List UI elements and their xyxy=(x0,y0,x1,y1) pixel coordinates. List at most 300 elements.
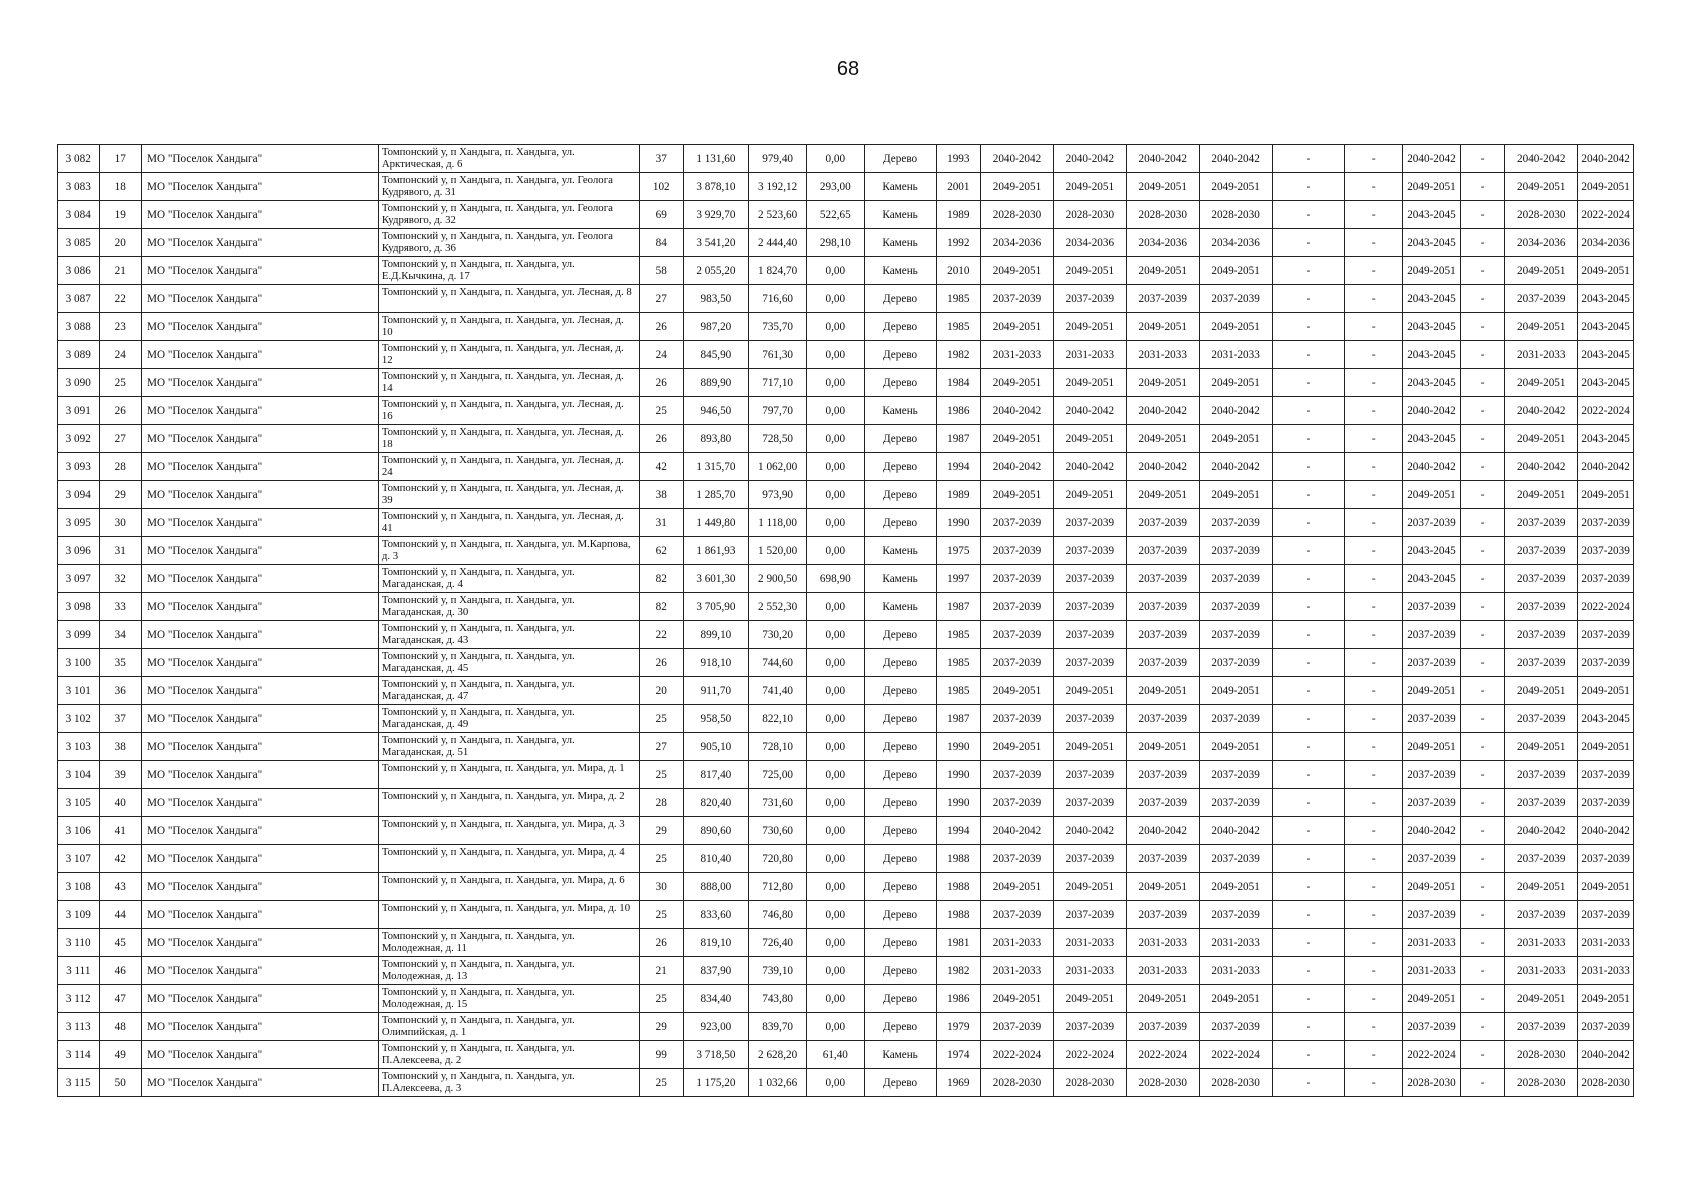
cell-period-facade: 2037-2039 xyxy=(1053,845,1126,873)
cell-living-area: 761,30 xyxy=(749,341,807,369)
cell-address: Томпонский у, п Хандыга, п. Хандыга, ул. Магаданская, д. 45 xyxy=(378,649,639,677)
cell-period-facade: 2037-2039 xyxy=(1053,789,1126,817)
cell-period-elevator: - xyxy=(1460,173,1505,201)
cell-period-gas: 2049-2051 xyxy=(1403,481,1461,509)
cell-period-facade: 2040-2042 xyxy=(1053,453,1126,481)
cell-period-gas: 2037-2039 xyxy=(1403,593,1461,621)
cell-nonres-area: 0,00 xyxy=(806,425,864,453)
cell-living-area: 746,80 xyxy=(749,901,807,929)
cell-municipality: МО "Поселок Хандыга" xyxy=(142,453,379,481)
table-row xyxy=(58,173,1634,201)
cell-period-heating: 2049-2051 xyxy=(1199,677,1272,705)
cell-period-water: - xyxy=(1345,453,1403,481)
cell-address: Томпонский у, п Хандыга, п. Хандыга, ул. Молодежная, д. 11 xyxy=(378,929,639,957)
cell-period-elevator: - xyxy=(1460,621,1505,649)
cell-residents: 29 xyxy=(639,817,683,845)
cell-period-sewage: 2031-2033 xyxy=(1505,957,1578,985)
cell-wall-material: Камень xyxy=(864,593,936,621)
cell-total-area: 905,10 xyxy=(683,733,749,761)
cell-total-area: 3 541,20 xyxy=(683,229,749,257)
cell-period-electric: - xyxy=(1272,649,1345,677)
cell-period-water: - xyxy=(1345,733,1403,761)
cell-reg-no: 3 108 xyxy=(58,873,100,901)
cell-period-foundation: 2040-2042 xyxy=(1126,145,1199,173)
cell-address: Томпонский у, п Хандыга, п. Хандыга, ул. Мира, д. 10 xyxy=(378,901,639,929)
cell-period-foundation: 2037-2039 xyxy=(1126,705,1199,733)
cell-period-elevator: - xyxy=(1460,481,1505,509)
cell-period-roof: 2040-2042 xyxy=(981,145,1054,173)
cell-period-gas: 2040-2042 xyxy=(1403,145,1461,173)
cell-period-elevator: - xyxy=(1460,285,1505,313)
cell-period-foundation: 2031-2033 xyxy=(1126,929,1199,957)
cell-period-other: 2049-2051 xyxy=(1578,985,1634,1013)
cell-living-area: 725,00 xyxy=(749,761,807,789)
cell-wall-material: Дерево xyxy=(864,621,936,649)
cell-period-sewage: 2049-2051 xyxy=(1505,369,1578,397)
cell-address: Томпонский у, п Хандыга, п. Хандыга, ул. П.Алексеева, д. 2 xyxy=(378,1041,639,1069)
cell-period-foundation: 2049-2051 xyxy=(1126,677,1199,705)
cell-period-electric: - xyxy=(1272,229,1345,257)
cell-period-heating: 2049-2051 xyxy=(1199,425,1272,453)
cell-period-other: 2031-2033 xyxy=(1578,957,1634,985)
cell-period-facade: 2031-2033 xyxy=(1053,957,1126,985)
table-row xyxy=(58,145,1634,173)
cell-period-electric: - xyxy=(1272,761,1345,789)
cell-built-year: 1997 xyxy=(936,565,981,593)
cell-municipality: МО "Поселок Хандыга" xyxy=(142,313,379,341)
cell-period-foundation: 2040-2042 xyxy=(1126,453,1199,481)
cell-period-sewage: 2028-2030 xyxy=(1505,1041,1578,1069)
cell-period-elevator: - xyxy=(1460,1013,1505,1041)
cell-living-area: 728,50 xyxy=(749,425,807,453)
cell-period-other: 2043-2045 xyxy=(1578,285,1634,313)
cell-living-area: 979,40 xyxy=(749,145,807,173)
cell-period-water: - xyxy=(1345,509,1403,537)
cell-period-gas: 2049-2051 xyxy=(1403,257,1461,285)
cell-period-water: - xyxy=(1345,285,1403,313)
cell-period-electric: - xyxy=(1272,397,1345,425)
cell-municipality: МО "Поселок Хандыга" xyxy=(142,509,379,537)
cell-residents: 25 xyxy=(639,1069,683,1097)
cell-period-gas: 2037-2039 xyxy=(1403,789,1461,817)
cell-residents: 27 xyxy=(639,285,683,313)
cell-period-water: - xyxy=(1345,985,1403,1013)
cell-total-area: 889,90 xyxy=(683,369,749,397)
cell-period-elevator: - xyxy=(1460,565,1505,593)
cell-period-foundation: 2037-2039 xyxy=(1126,565,1199,593)
cell-period-electric: - xyxy=(1272,341,1345,369)
cell-total-area: 3 929,70 xyxy=(683,201,749,229)
cell-period-electric: - xyxy=(1272,789,1345,817)
cell-reg-no: 3 090 xyxy=(58,369,100,397)
cell-wall-material: Дерево xyxy=(864,789,936,817)
table-row xyxy=(58,257,1634,285)
cell-period-heating: 2049-2051 xyxy=(1199,733,1272,761)
cell-period-roof: 2037-2039 xyxy=(981,845,1054,873)
cell-period-sewage: 2037-2039 xyxy=(1505,789,1578,817)
cell-address: Томпонский у, п Хандыга, п. Хандыга, ул. Геолога Кудрявого, д. 36 xyxy=(378,229,639,257)
cell-period-sewage: 2040-2042 xyxy=(1505,817,1578,845)
cell-period-electric: - xyxy=(1272,201,1345,229)
cell-wall-material: Дерево xyxy=(864,817,936,845)
cell-period-electric: - xyxy=(1272,453,1345,481)
cell-built-year: 1981 xyxy=(936,929,981,957)
cell-wall-material: Дерево xyxy=(864,341,936,369)
cell-total-area: 810,40 xyxy=(683,845,749,873)
cell-period-facade: 2049-2051 xyxy=(1053,733,1126,761)
cell-period-other: 2043-2045 xyxy=(1578,341,1634,369)
cell-wall-material: Камень xyxy=(864,173,936,201)
cell-period-facade: 2049-2051 xyxy=(1053,873,1126,901)
cell-wall-material: Дерево xyxy=(864,313,936,341)
cell-period-facade: 2049-2051 xyxy=(1053,985,1126,1013)
cell-reg-no: 3 100 xyxy=(58,649,100,677)
cell-municipality: МО "Поселок Хандыга" xyxy=(142,705,379,733)
cell-living-area: 2 552,30 xyxy=(749,593,807,621)
cell-period-elevator: - xyxy=(1460,593,1505,621)
cell-nonres-area: 293,00 xyxy=(806,173,864,201)
cell-period-water: - xyxy=(1345,481,1403,509)
cell-living-area: 712,80 xyxy=(749,873,807,901)
cell-nonres-area: 0,00 xyxy=(806,509,864,537)
cell-nonres-area: 522,65 xyxy=(806,201,864,229)
cell-period-elevator: - xyxy=(1460,733,1505,761)
cell-living-area: 1 118,00 xyxy=(749,509,807,537)
cell-row-no: 30 xyxy=(99,509,142,537)
cell-period-water: - xyxy=(1345,677,1403,705)
cell-row-no: 50 xyxy=(99,1069,142,1097)
cell-period-water: - xyxy=(1345,341,1403,369)
cell-period-electric: - xyxy=(1272,957,1345,985)
cell-period-sewage: 2049-2051 xyxy=(1505,313,1578,341)
table-row xyxy=(58,873,1634,901)
cell-period-electric: - xyxy=(1272,369,1345,397)
cell-built-year: 1985 xyxy=(936,313,981,341)
cell-reg-no: 3 115 xyxy=(58,1069,100,1097)
cell-period-electric: - xyxy=(1272,565,1345,593)
cell-total-area: 958,50 xyxy=(683,705,749,733)
cell-reg-no: 3 093 xyxy=(58,453,100,481)
cell-period-water: - xyxy=(1345,313,1403,341)
cell-period-other: 2037-2039 xyxy=(1578,761,1634,789)
cell-living-area: 3 192,12 xyxy=(749,173,807,201)
cell-wall-material: Камень xyxy=(864,397,936,425)
cell-period-gas: 2043-2045 xyxy=(1403,369,1461,397)
cell-period-other: 2043-2045 xyxy=(1578,425,1634,453)
cell-residents: 82 xyxy=(639,593,683,621)
cell-built-year: 1974 xyxy=(936,1041,981,1069)
cell-period-elevator: - xyxy=(1460,817,1505,845)
cell-period-water: - xyxy=(1345,789,1403,817)
cell-period-roof: 2037-2039 xyxy=(981,705,1054,733)
cell-period-roof: 2049-2051 xyxy=(981,257,1054,285)
cell-period-foundation: 2049-2051 xyxy=(1126,313,1199,341)
cell-period-electric: - xyxy=(1272,145,1345,173)
cell-nonres-area: 0,00 xyxy=(806,873,864,901)
cell-period-foundation: 2031-2033 xyxy=(1126,341,1199,369)
cell-reg-no: 3 087 xyxy=(58,285,100,313)
cell-total-area: 820,40 xyxy=(683,789,749,817)
cell-built-year: 1988 xyxy=(936,845,981,873)
cell-municipality: МО "Поселок Хандыга" xyxy=(142,145,379,173)
cell-wall-material: Камень xyxy=(864,565,936,593)
cell-living-area: 1 062,00 xyxy=(749,453,807,481)
cell-nonres-area: 0,00 xyxy=(806,733,864,761)
cell-period-water: - xyxy=(1345,621,1403,649)
cell-nonres-area: 0,00 xyxy=(806,817,864,845)
cell-residents: 38 xyxy=(639,481,683,509)
cell-period-water: - xyxy=(1345,173,1403,201)
cell-period-heating: 2031-2033 xyxy=(1199,957,1272,985)
cell-municipality: МО "Поселок Хандыга" xyxy=(142,733,379,761)
table-row xyxy=(58,341,1634,369)
cell-period-heating: 2037-2039 xyxy=(1199,649,1272,677)
cell-row-no: 25 xyxy=(99,369,142,397)
table-row xyxy=(58,369,1634,397)
cell-row-no: 23 xyxy=(99,313,142,341)
cell-reg-no: 3 082 xyxy=(58,145,100,173)
cell-municipality: МО "Поселок Хандыга" xyxy=(142,481,379,509)
cell-period-sewage: 2049-2051 xyxy=(1505,257,1578,285)
cell-nonres-area: 0,00 xyxy=(806,901,864,929)
cell-built-year: 1994 xyxy=(936,817,981,845)
cell-period-roof: 2037-2039 xyxy=(981,537,1054,565)
cell-living-area: 839,70 xyxy=(749,1013,807,1041)
cell-period-roof: 2037-2039 xyxy=(981,565,1054,593)
cell-total-area: 3 705,90 xyxy=(683,593,749,621)
cell-municipality: МО "Поселок Хандыга" xyxy=(142,341,379,369)
cell-period-gas: 2043-2045 xyxy=(1403,229,1461,257)
cell-nonres-area: 0,00 xyxy=(806,621,864,649)
cell-row-no: 26 xyxy=(99,397,142,425)
cell-period-gas: 2049-2051 xyxy=(1403,985,1461,1013)
cell-row-no: 20 xyxy=(99,229,142,257)
cell-living-area: 1 520,00 xyxy=(749,537,807,565)
cell-address: Томпонский у, п Хандыга, п. Хандыга, ул. Лесная, д. 14 xyxy=(378,369,639,397)
cell-period-other: 2040-2042 xyxy=(1578,453,1634,481)
cell-municipality: МО "Поселок Хандыга" xyxy=(142,901,379,929)
cell-period-sewage: 2040-2042 xyxy=(1505,397,1578,425)
cell-living-area: 744,60 xyxy=(749,649,807,677)
cell-municipality: МО "Поселок Хандыга" xyxy=(142,397,379,425)
cell-built-year: 2001 xyxy=(936,173,981,201)
cell-period-water: - xyxy=(1345,873,1403,901)
table-row xyxy=(58,229,1634,257)
cell-period-sewage: 2028-2030 xyxy=(1505,1069,1578,1097)
cell-total-area: 834,40 xyxy=(683,985,749,1013)
cell-wall-material: Дерево xyxy=(864,649,936,677)
cell-row-no: 35 xyxy=(99,649,142,677)
cell-period-facade: 2049-2051 xyxy=(1053,369,1126,397)
cell-period-sewage: 2037-2039 xyxy=(1505,621,1578,649)
cell-period-foundation: 2049-2051 xyxy=(1126,425,1199,453)
cell-municipality: МО "Поселок Хандыга" xyxy=(142,369,379,397)
cell-period-sewage: 2049-2051 xyxy=(1505,733,1578,761)
cell-nonres-area: 0,00 xyxy=(806,145,864,173)
cell-nonres-area: 0,00 xyxy=(806,677,864,705)
cell-period-foundation: 2037-2039 xyxy=(1126,1013,1199,1041)
cell-period-elevator: - xyxy=(1460,677,1505,705)
cell-period-sewage: 2037-2039 xyxy=(1505,845,1578,873)
cell-total-area: 819,10 xyxy=(683,929,749,957)
cell-built-year: 1969 xyxy=(936,1069,981,1097)
cell-period-facade: 2037-2039 xyxy=(1053,705,1126,733)
cell-period-roof: 2037-2039 xyxy=(981,509,1054,537)
cell-reg-no: 3 096 xyxy=(58,537,100,565)
cell-total-area: 888,00 xyxy=(683,873,749,901)
cell-period-gas: 2043-2045 xyxy=(1403,341,1461,369)
cell-period-sewage: 2037-2039 xyxy=(1505,649,1578,677)
cell-period-elevator: - xyxy=(1460,789,1505,817)
cell-period-foundation: 2022-2024 xyxy=(1126,1041,1199,1069)
cell-municipality: МО "Поселок Хандыга" xyxy=(142,761,379,789)
cell-wall-material: Дерево xyxy=(864,1069,936,1097)
cell-period-elevator: - xyxy=(1460,985,1505,1013)
cell-total-area: 918,10 xyxy=(683,649,749,677)
cell-built-year: 1987 xyxy=(936,425,981,453)
cell-period-water: - xyxy=(1345,257,1403,285)
cell-row-no: 37 xyxy=(99,705,142,733)
cell-total-area: 837,90 xyxy=(683,957,749,985)
cell-total-area: 2 055,20 xyxy=(683,257,749,285)
cell-period-facade: 2037-2039 xyxy=(1053,901,1126,929)
cell-period-water: - xyxy=(1345,705,1403,733)
cell-reg-no: 3 103 xyxy=(58,733,100,761)
cell-period-sewage: 2040-2042 xyxy=(1505,453,1578,481)
cell-period-roof: 2034-2036 xyxy=(981,229,1054,257)
cell-period-water: - xyxy=(1345,817,1403,845)
cell-municipality: МО "Поселок Хандыга" xyxy=(142,201,379,229)
cell-period-facade: 2049-2051 xyxy=(1053,313,1126,341)
cell-period-sewage: 2049-2051 xyxy=(1505,481,1578,509)
cell-built-year: 1975 xyxy=(936,537,981,565)
cell-period-facade: 2034-2036 xyxy=(1053,229,1126,257)
cell-living-area: 2 628,20 xyxy=(749,1041,807,1069)
cell-row-no: 28 xyxy=(99,453,142,481)
cell-municipality: МО "Поселок Хандыга" xyxy=(142,229,379,257)
cell-period-heating: 2049-2051 xyxy=(1199,313,1272,341)
cell-period-roof: 2040-2042 xyxy=(981,397,1054,425)
cell-period-elevator: - xyxy=(1460,537,1505,565)
cell-living-area: 730,60 xyxy=(749,817,807,845)
cell-reg-no: 3 106 xyxy=(58,817,100,845)
cell-total-area: 833,60 xyxy=(683,901,749,929)
cell-built-year: 1984 xyxy=(936,369,981,397)
cell-period-foundation: 2040-2042 xyxy=(1126,397,1199,425)
cell-period-foundation: 2031-2033 xyxy=(1126,957,1199,985)
cell-wall-material: Дерево xyxy=(864,733,936,761)
cell-period-water: - xyxy=(1345,649,1403,677)
cell-total-area: 1 449,80 xyxy=(683,509,749,537)
cell-address: Томпонский у, п Хандыга, п. Хандыга, ул. Лесная, д. 24 xyxy=(378,453,639,481)
cell-period-foundation: 2049-2051 xyxy=(1126,733,1199,761)
cell-nonres-area: 0,00 xyxy=(806,1013,864,1041)
cell-period-foundation: 2049-2051 xyxy=(1126,173,1199,201)
table-row xyxy=(58,509,1634,537)
housing-register-table xyxy=(57,144,1634,1097)
cell-period-heating: 2037-2039 xyxy=(1199,705,1272,733)
cell-row-no: 17 xyxy=(99,145,142,173)
cell-address: Томпонский у, п Хандыга, п. Хандыга, ул. Лесная, д. 8 xyxy=(378,285,639,313)
cell-period-roof: 2031-2033 xyxy=(981,957,1054,985)
cell-living-area: 1 824,70 xyxy=(749,257,807,285)
cell-period-water: - xyxy=(1345,593,1403,621)
cell-period-elevator: - xyxy=(1460,257,1505,285)
cell-municipality: МО "Поселок Хандыга" xyxy=(142,173,379,201)
cell-residents: 82 xyxy=(639,565,683,593)
cell-living-area: 730,20 xyxy=(749,621,807,649)
cell-address: Томпонский у, п Хандыга, п. Хандыга, ул. Арктическая, д. 6 xyxy=(378,145,639,173)
cell-living-area: 728,10 xyxy=(749,733,807,761)
cell-nonres-area: 0,00 xyxy=(806,985,864,1013)
cell-row-no: 45 xyxy=(99,929,142,957)
cell-reg-no: 3 084 xyxy=(58,201,100,229)
cell-reg-no: 3 089 xyxy=(58,341,100,369)
cell-period-electric: - xyxy=(1272,845,1345,873)
cell-period-roof: 2031-2033 xyxy=(981,929,1054,957)
cell-period-elevator: - xyxy=(1460,313,1505,341)
cell-address: Томпонский у, п Хандыга, п. Хандыга, ул. Лесная, д. 18 xyxy=(378,425,639,453)
cell-period-other: 2037-2039 xyxy=(1578,537,1634,565)
cell-period-elevator: - xyxy=(1460,509,1505,537)
cell-row-no: 43 xyxy=(99,873,142,901)
table-row xyxy=(58,649,1634,677)
cell-period-water: - xyxy=(1345,369,1403,397)
cell-period-electric: - xyxy=(1272,985,1345,1013)
cell-wall-material: Дерево xyxy=(864,453,936,481)
cell-row-no: 24 xyxy=(99,341,142,369)
cell-total-area: 1 861,93 xyxy=(683,537,749,565)
cell-reg-no: 3 112 xyxy=(58,985,100,1013)
cell-row-no: 27 xyxy=(99,425,142,453)
cell-residents: 27 xyxy=(639,733,683,761)
cell-row-no: 42 xyxy=(99,845,142,873)
cell-period-facade: 2037-2039 xyxy=(1053,761,1126,789)
cell-period-foundation: 2037-2039 xyxy=(1126,649,1199,677)
cell-nonres-area: 698,90 xyxy=(806,565,864,593)
cell-period-gas: 2037-2039 xyxy=(1403,1013,1461,1041)
cell-period-electric: - xyxy=(1272,173,1345,201)
cell-wall-material: Камень xyxy=(864,1041,936,1069)
cell-municipality: МО "Поселок Хандыга" xyxy=(142,257,379,285)
cell-nonres-area: 0,00 xyxy=(806,537,864,565)
cell-period-facade: 2049-2051 xyxy=(1053,425,1126,453)
cell-row-no: 46 xyxy=(99,957,142,985)
cell-wall-material: Дерево xyxy=(864,1013,936,1041)
cell-period-roof: 2037-2039 xyxy=(981,761,1054,789)
cell-built-year: 1990 xyxy=(936,789,981,817)
cell-municipality: МО "Поселок Хандыга" xyxy=(142,817,379,845)
cell-period-other: 2043-2045 xyxy=(1578,705,1634,733)
cell-nonres-area: 0,00 xyxy=(806,845,864,873)
cell-period-elevator: - xyxy=(1460,397,1505,425)
cell-municipality: МО "Поселок Хандыга" xyxy=(142,565,379,593)
cell-row-no: 21 xyxy=(99,257,142,285)
cell-nonres-area: 0,00 xyxy=(806,957,864,985)
cell-row-no: 19 xyxy=(99,201,142,229)
cell-period-heating: 2049-2051 xyxy=(1199,257,1272,285)
cell-residents: 25 xyxy=(639,985,683,1013)
cell-residents: 31 xyxy=(639,509,683,537)
cell-address: Томпонский у, п Хандыга, п. Хандыга, ул. Олимпийская, д. 1 xyxy=(378,1013,639,1041)
cell-address: Томпонский у, п Хандыга, п. Хандыга, ул. П.Алексеева, д. 3 xyxy=(378,1069,639,1097)
cell-period-elevator: - xyxy=(1460,1041,1505,1069)
cell-reg-no: 3 105 xyxy=(58,789,100,817)
table-row xyxy=(58,285,1634,313)
cell-reg-no: 3 094 xyxy=(58,481,100,509)
cell-period-gas: 2037-2039 xyxy=(1403,845,1461,873)
cell-reg-no: 3 088 xyxy=(58,313,100,341)
